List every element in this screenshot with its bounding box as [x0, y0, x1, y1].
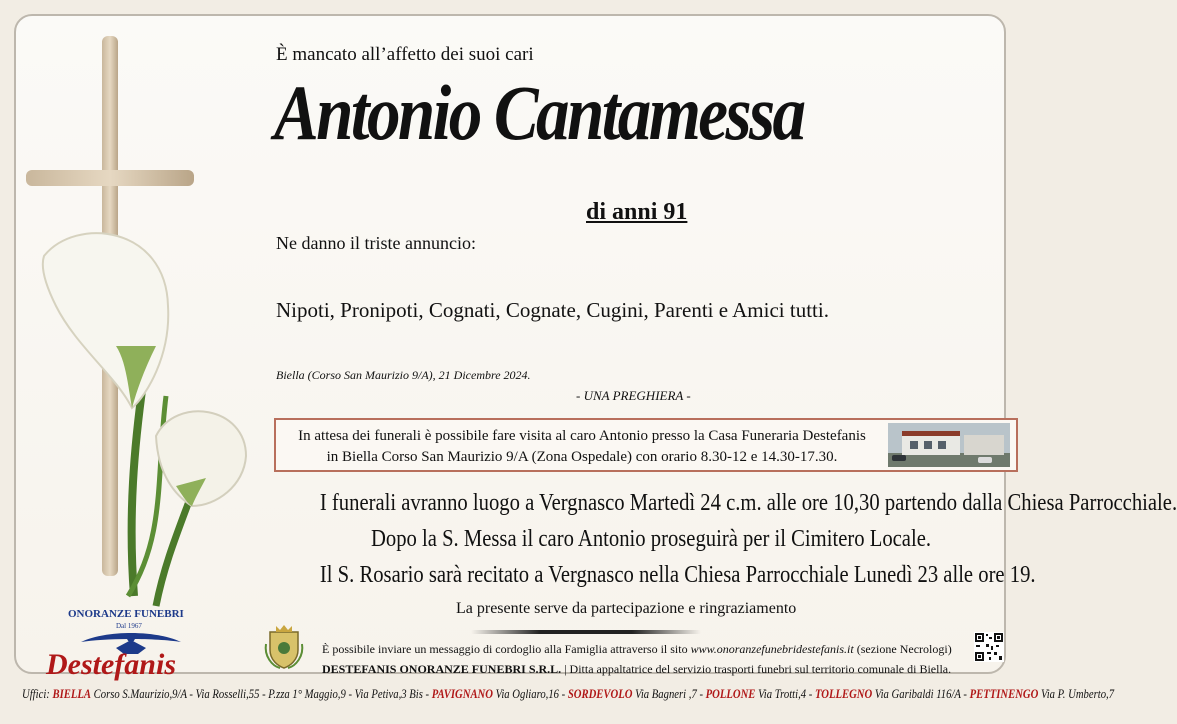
logo-tagline: ONORANZE FUNEBRI	[68, 608, 184, 620]
company-info	[322, 662, 951, 677]
visit-line-2: in Biella Corso San Maurizio 9/A (Zona Ospedale) con orario 8.30-12 e 14.30-17.30.	[326, 449, 838, 465]
intro-text: È mancato all’affetto dei suoi cari	[276, 44, 534, 65]
office-city: TOLLEGNO	[814, 686, 873, 701]
office-address: Via P. Umberto,7	[1038, 686, 1115, 701]
condolence-site-link[interactable]: www.onoranzefunebridestefanis.it	[690, 642, 854, 656]
funeral-line-2: Dopo la S. Messa il caro Antonio proseguirà per il Cimitero Locale.	[370, 526, 932, 552]
office-address: Via Trotti,4 -	[755, 686, 815, 701]
funeral-line-1: I funerali avranno luogo a Vergnasco Martedì 24 c.m. alle ore 10,30 partendo dalla Chiesa Parrocchiale.	[319, 490, 1177, 516]
office-city: PETTINENGO	[969, 686, 1039, 701]
place-and-date: Biella (Corso San Maurizio 9/A), 21 Dicembre 2024.	[276, 368, 531, 382]
office-city: BIELLA	[52, 686, 92, 701]
office-address: Via Bagneri ,7 -	[632, 686, 706, 701]
office-city: PAVIGNANO	[431, 686, 493, 701]
visit-info-text	[282, 426, 882, 468]
company-description: | Ditta appaltatrice del servizio trasporti funebri sul territorio comunale di Biella.	[561, 662, 952, 676]
office-address: Via Garibaldi 116/A -	[872, 686, 970, 701]
funeral-line-3: Il S. Rosario sarà recitato a Vergnasco nella Chiesa Parrocchiale Lunedì 23 alle ore 19.	[319, 562, 1036, 588]
company-name: DESTEFANIS ONORANZE FUNEBRI S.R.L.	[322, 662, 562, 676]
condolence-text: È possibile inviare un messaggio di cordoglio alla Famiglia attraverso il sito	[322, 642, 691, 656]
visit-line-1: In attesa dei funerali è possibile fare visita al caro Antonio presso la Casa Funeraria Destefanis	[298, 428, 866, 444]
office-address: Corso S.Maurizio,9/A - Via Rosselli,55 - P.zza 1° Maggio,9 - Via Petiva,3 Bis -	[91, 686, 432, 701]
cross-with-lilies-illustration	[16, 16, 266, 616]
thanks-line: La presente serve da partecipazione e ringraziamento	[456, 600, 797, 617]
prayer-note: - UNA PREGHIERA -	[576, 388, 691, 403]
cross-horizontal-beam	[26, 170, 194, 186]
divider	[471, 630, 701, 634]
relatives-list: Nipoti, Pronipoti, Cognati, Cognate, Cugini, Parenti e Amici tutti.	[276, 298, 829, 322]
office-city: POLLONE	[705, 686, 756, 701]
announce-text: Ne danno il triste annuncio:	[276, 233, 476, 253]
logo-since: Dal 1967	[116, 622, 142, 630]
qr-code[interactable]	[974, 632, 1004, 662]
coat-of-arms-icon	[264, 624, 304, 670]
deceased-name: Antonio Cantamessa	[274, 69, 804, 156]
logo-name: Destefanis	[46, 648, 176, 681]
offices-footer	[22, 686, 1114, 702]
obituary-card	[14, 14, 1177, 681]
deceased-age: di anni 91	[586, 199, 688, 225]
condolence-note	[322, 642, 952, 657]
funeral-home-photo	[888, 423, 1010, 467]
visit-info-box	[274, 418, 1018, 472]
office-city: SORDEVOLO	[567, 686, 633, 701]
office-address: Via Ogliaro,16 -	[492, 686, 568, 701]
condolence-suffix: (sezione Necrologi)	[853, 642, 952, 656]
offices-label: Uffici:	[22, 686, 53, 701]
